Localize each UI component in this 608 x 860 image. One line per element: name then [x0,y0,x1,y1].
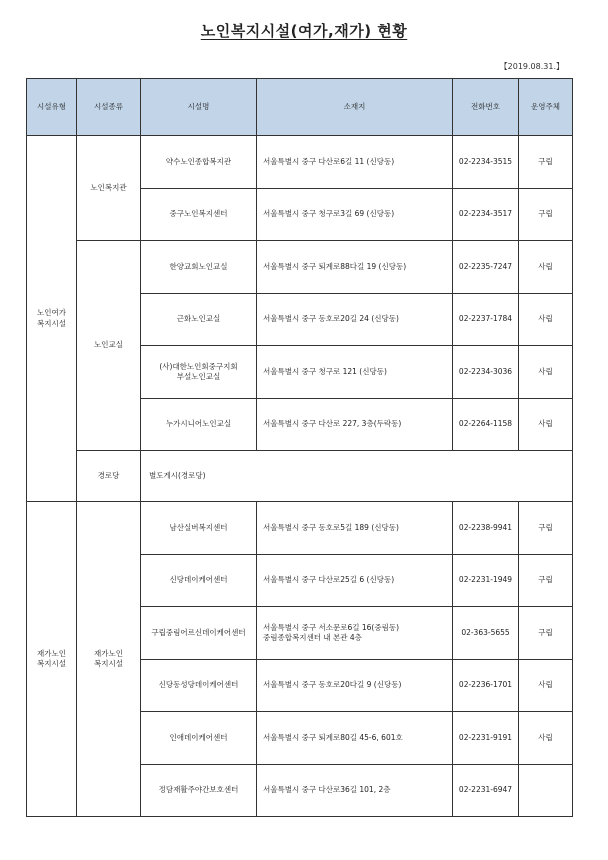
group-leisure: 노인여가 복지시설 [27,136,77,502]
kind-kyungrodang: 경로당 [77,451,141,502]
facility-address: 서울특별시 중구 청구로3길 69 (신당동) [257,188,453,241]
facility-phone: 02-363-5655 [453,607,519,660]
facility-address: 서울특별시 중구 다산로25길 6 (신당동) [257,554,453,607]
table-row [27,136,573,189]
facility-operator: 구립 [519,188,573,241]
facility-operator: 구립 [519,554,573,607]
facility-name: 정담재활주야간보호센터 [141,764,257,817]
facility-address: 서울특별시 중구 다산로36길 101, 2층 [257,764,453,817]
header-phone: 전화번호 [453,79,519,136]
facility-phone: 02-2231-6947 [453,764,519,817]
facility-phone: 02-2234-3515 [453,136,519,189]
facility-address: 서울특별시 중구 동호로5길 189 (신당동) [257,502,453,555]
reference-date: 【2019.08.31.】 [499,62,564,71]
facility-name: 신당동성당데이케어센터 [141,659,257,712]
facility-operator: 사립 [519,398,573,451]
facility-name: 남산실버복지센터 [141,502,257,555]
facility-phone: 02-2236-1701 [453,659,519,712]
facility-name: 한양교회노인교실 [141,241,257,294]
facility-operator [519,764,573,817]
facility-phone: 02-2234-3517 [453,188,519,241]
kyungrodang-note: 별도게시(경로당) [141,451,573,502]
table-row [27,451,573,502]
kind-welfare-center: 노인복지관 [77,136,141,241]
facility-phone: 02-2231-9191 [453,712,519,765]
table-row [27,502,573,555]
facility-address: 서울특별시 중구 청구로 121 (신당동) [257,346,453,399]
facility-name: 구립중림어르신데이케어센터 [141,607,257,660]
facility-address: 서울특별시 중구 서소문로6길 16(중림동) 중림종합복지센터 내 본관 4층 [257,607,453,660]
facility-operator: 구립 [519,136,573,189]
facility-address: 서울특별시 중구 퇴계로88다길 19 (신당동) [257,241,453,294]
facility-name: (사)대한노인회중구지회 부설노인교실 [141,346,257,399]
facility-name: 약수노인종합복지관 [141,136,257,189]
facility-phone: 02-2264-1158 [453,398,519,451]
facility-operator: 구립 [519,502,573,555]
facility-phone: 02-2231-1949 [453,554,519,607]
facility-operator: 사립 [519,293,573,346]
facility-address: 서울특별시 중구 동호로20길 24 (신당동) [257,293,453,346]
facility-phone: 02-2235-7247 [453,241,519,294]
facility-name: 신당데이케어센터 [141,554,257,607]
facility-address: 서울특별시 중구 동호로20다길 9 (신당동) [257,659,453,712]
page-title: 노인복지시설(여가,재가) 현황 [200,22,408,40]
header-facility-type: 시설유형 [27,79,77,136]
facility-operator: 사립 [519,346,573,399]
facility-phone: 02-2234-3036 [453,346,519,399]
facility-address: 서울특별시 중구 다산로 227, 3층(두락동) [257,398,453,451]
facility-name: 누가시니어노인교실 [141,398,257,451]
group-home: 재가노인 복지시설 [27,502,77,817]
facility-name: 중구노인복지센터 [141,188,257,241]
kind-home-welfare: 재가노인 복지시설 [77,502,141,817]
facility-operator: 사립 [519,659,573,712]
kind-senior-school: 노인교실 [77,241,141,451]
facility-operator: 사립 [519,712,573,765]
table-row [27,241,573,294]
table-header-row [27,79,573,136]
facility-operator: 구립 [519,607,573,660]
facility-operator: 사립 [519,241,573,294]
facility-address: 서울특별시 중구 다산로6길 11 (신당동) [257,136,453,189]
header-address: 소재지 [257,79,453,136]
facility-name: 근화노인교실 [141,293,257,346]
facility-address: 서울특별시 중구 퇴계로80길 45-6, 601호 [257,712,453,765]
header-facility-kind: 시설종류 [77,79,141,136]
header-operator: 운영주체 [519,79,573,136]
header-facility-name: 시설명 [141,79,257,136]
facilities-table [26,78,573,817]
facility-name: 인애데이케어센터 [141,712,257,765]
facility-phone: 02-2238-9941 [453,502,519,555]
facility-phone: 02-2237-1784 [453,293,519,346]
